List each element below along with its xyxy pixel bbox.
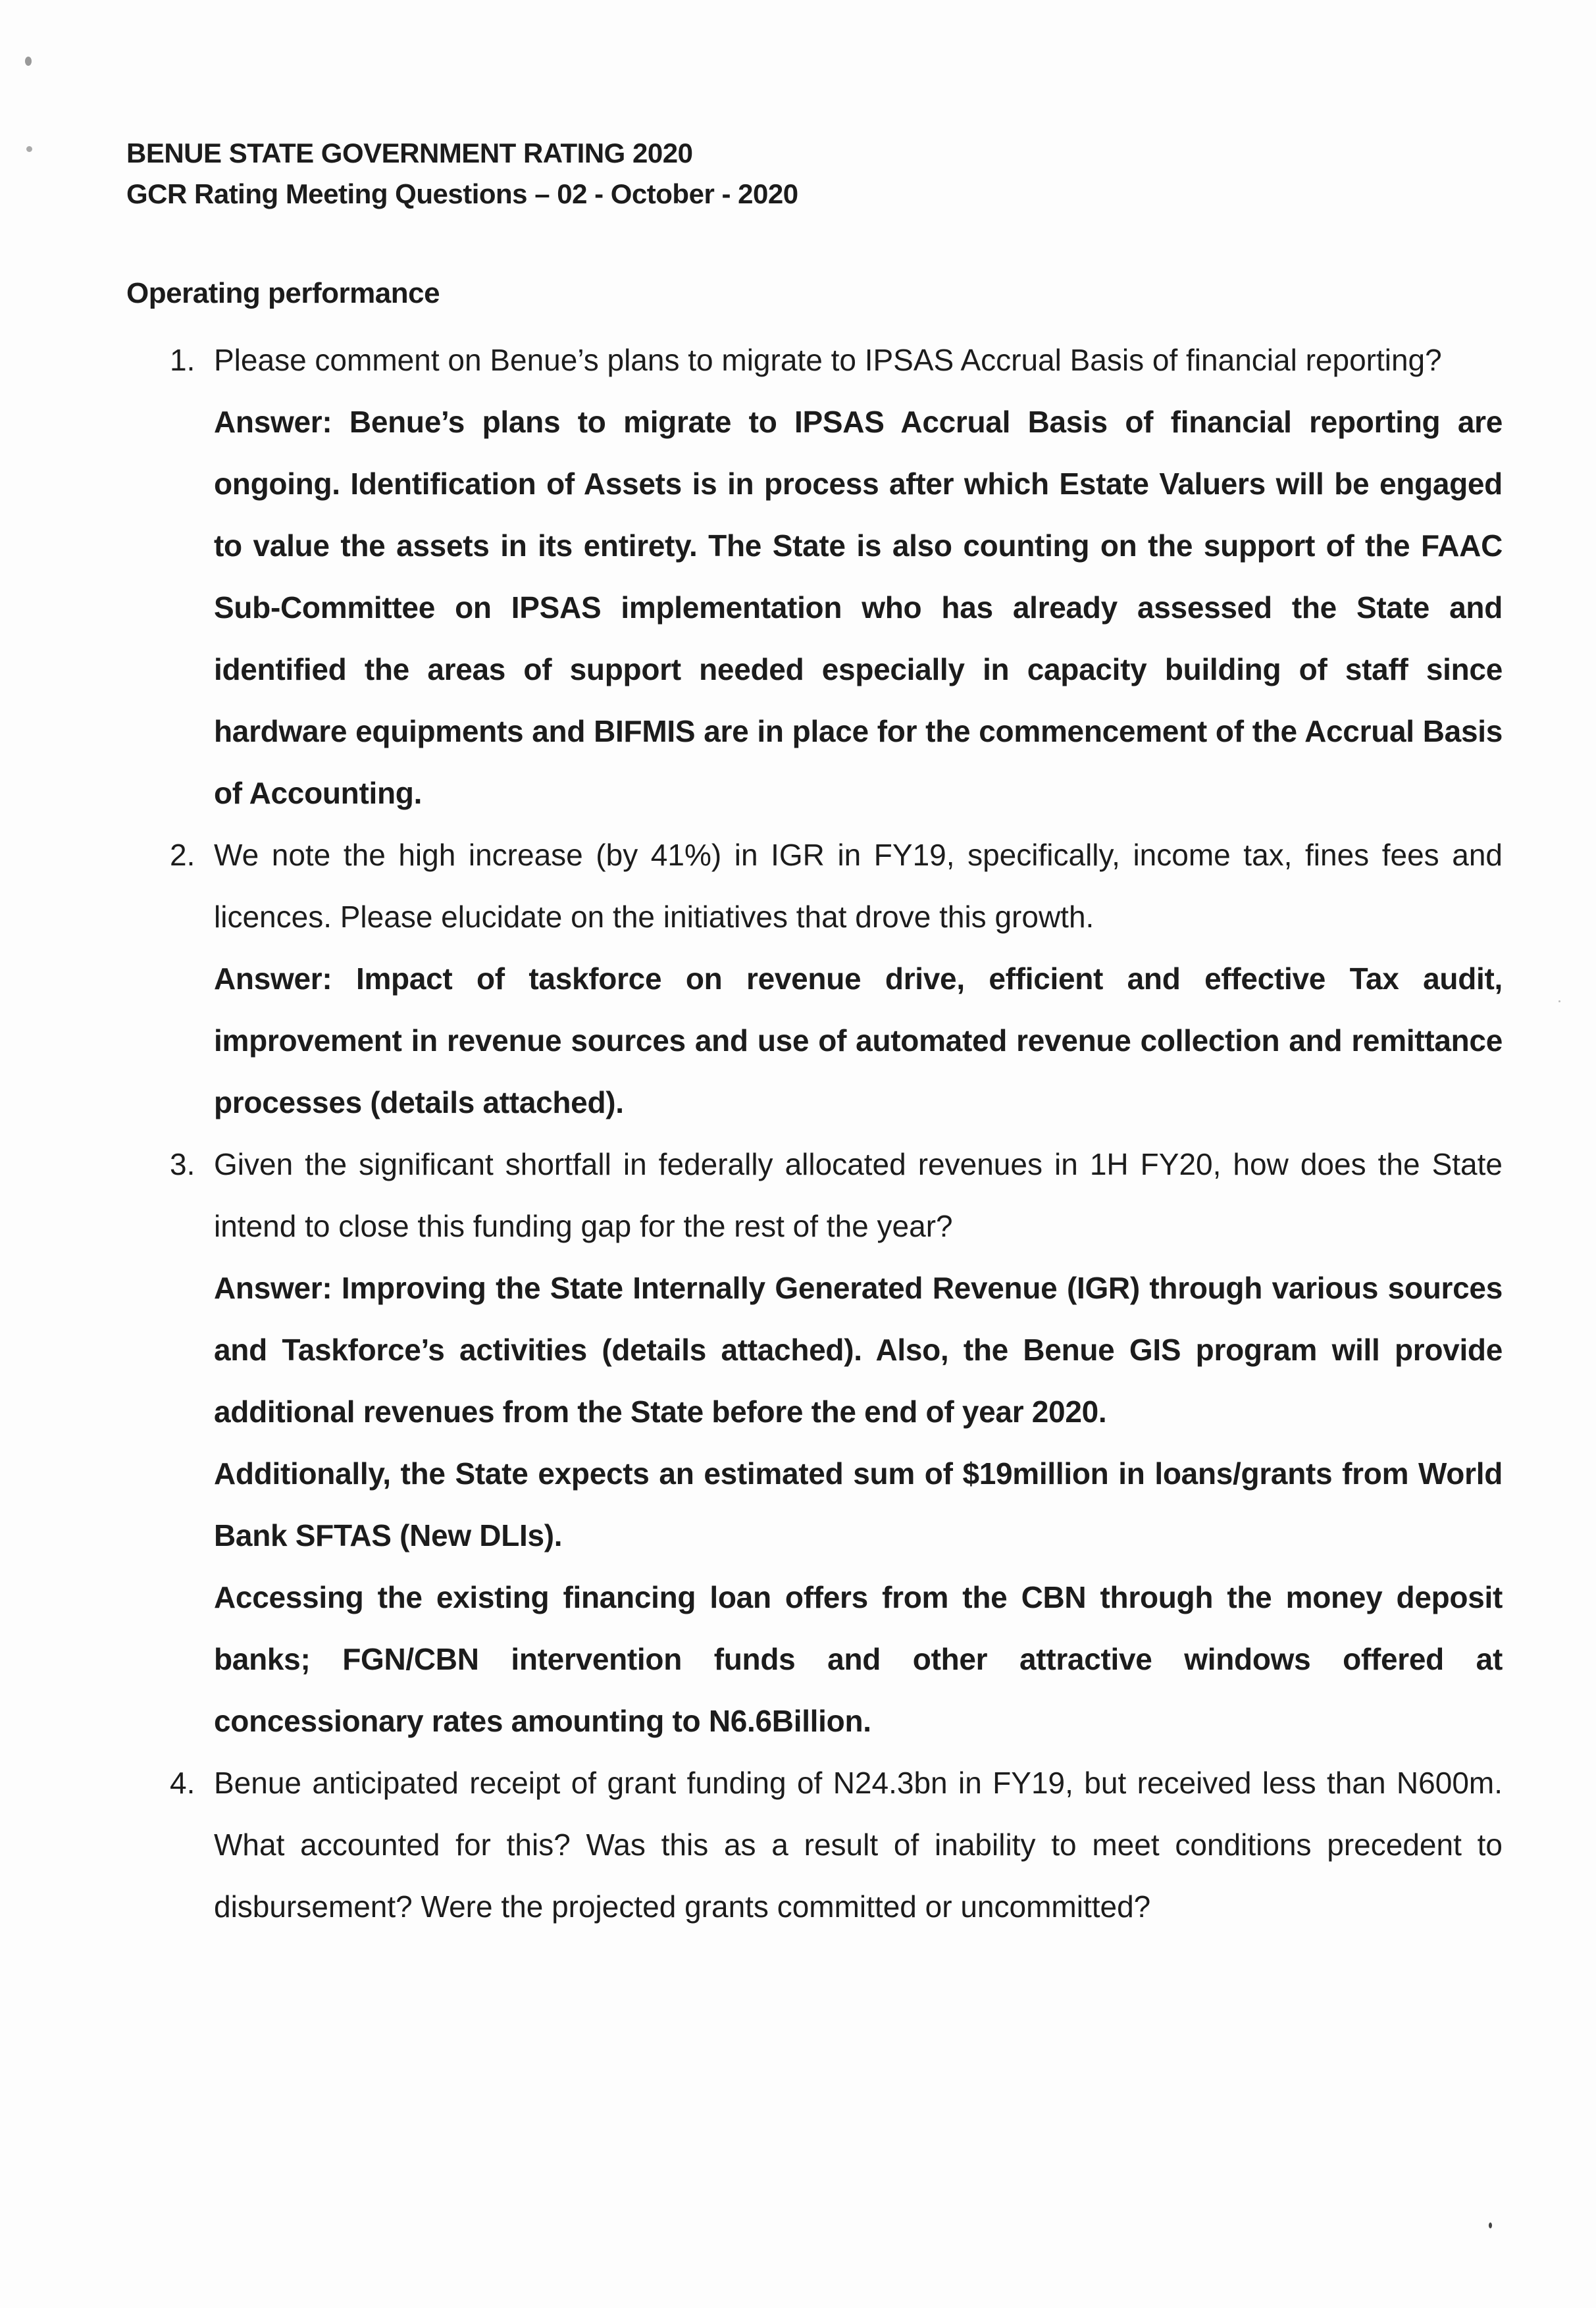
answer-text: Answer: Benue’s plans to migrate to IPSAS Accrual Basis of financial reporting are ongoing. Identification of Assets is in process after which Estate Valuers will be engaged to value the assets in its entirety. The State is also counting on the support of the FAAC Sub-Committee on IPSAS implementation who has already assessed the State and identified the areas of support needed especially in capacity building of staff since hardware equipments and BIFMIS are in place for the commencement of the Accrual Basis of Accounting. [214, 405, 1503, 810]
section-title: Operating performance [126, 277, 440, 309]
document-header [126, 133, 1508, 215]
item-number: 4. [170, 1766, 195, 1800]
scan-speck [1489, 2222, 1492, 2228]
answer-text: Answer: Impact of taskforce on revenue drive, efficient and effective Tax audit, improvement in revenue sources and use of automated revenue collection and remittance processes (details attached). [214, 962, 1503, 1119]
question-text: Given the significant shortfall in federally allocated revenues in 1H FY20, how does the State intend to close this funding gap for the rest of the year? [214, 1147, 1503, 1243]
question-text: Please comment on Benue’s plans to migrate to IPSAS Accrual Basis of financial reporting? [214, 343, 1442, 377]
answer-text: Additionally, the State expects an estimated sum of $19million in loans/grants from World Bank SFTAS (New DLIs). [214, 1456, 1503, 1552]
item-number: 1. [170, 343, 195, 377]
question-list [0, 329, 1596, 1937]
document-title: BENUE STATE GOVERNMENT RATING 2020 [126, 138, 693, 168]
list-item [0, 824, 1596, 1133]
question-text: We note the high increase (by 41%) in IGR in FY19, specifically, income tax, fines fees and licences. Please elucidate on the initiatives that drove this growth. [214, 838, 1503, 934]
answer-text: Answer: Improving the State Internally Generated Revenue (IGR) through various sources and Taskforce’s activities (details attached). Also, the Benue GIS program will provide additional revenues from the State before the end of year 2020. [214, 1271, 1503, 1429]
list-item [0, 329, 1596, 824]
document-subtitle: GCR Rating Meeting Questions – 02 - October - 2020 [126, 178, 798, 209]
answer-text: Accessing the existing financing loan offers from the CBN through the money deposit banks; FGN/CBN intervention funds and other attractive windows offered at concessionary rates amounting to N6.6Billion. [214, 1580, 1503, 1738]
question-text: Benue anticipated receipt of grant funding of N24.3bn in FY19, but received less than N600m. What accounted for this? Was this as a result of inability to meet conditions precedent to disbursement? Were the projected grants committed or uncommitted? [214, 1766, 1503, 1924]
item-number: 3. [170, 1147, 195, 1181]
list-item [0, 1133, 1596, 1752]
item-number: 2. [170, 838, 195, 872]
scan-speck [25, 57, 32, 66]
scan-speck [26, 146, 32, 152]
list-item [0, 1752, 1596, 1937]
